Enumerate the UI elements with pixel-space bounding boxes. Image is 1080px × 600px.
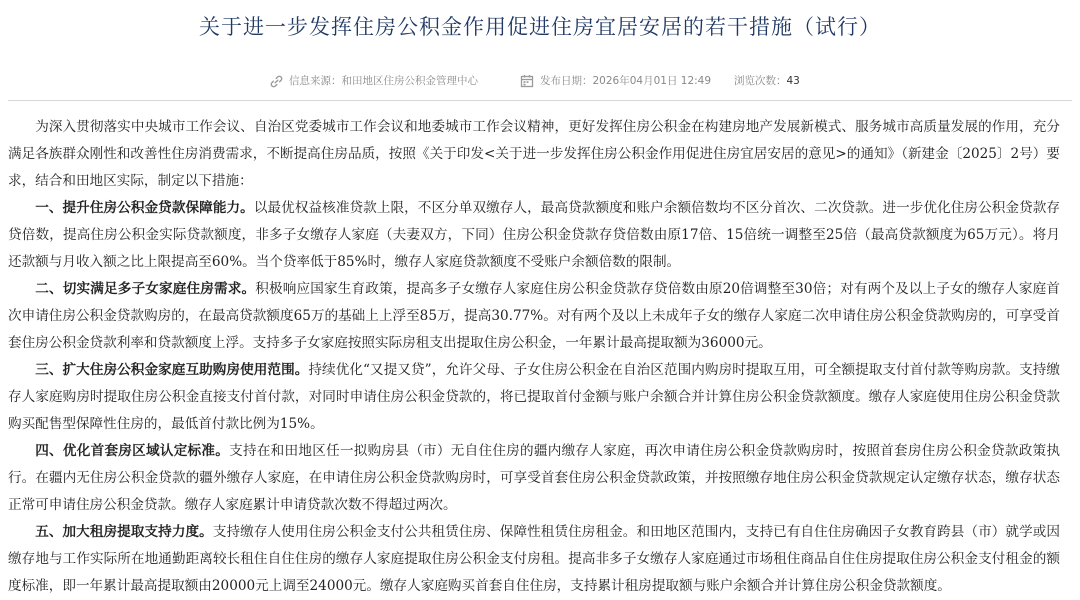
- section-heading: 二、切实满足多子女家庭住房需求。: [35, 281, 256, 297]
- section-paragraph: [8, 438, 1060, 519]
- page-title: 关于进一步发挥住房公积金作用促进住房宜居安居的若干措施（试行）: [199, 15, 881, 39]
- date-info: [520, 72, 711, 90]
- section-paragraph: [8, 519, 1060, 600]
- section-heading: 一、提升住房公积金贷款保障能力。: [35, 200, 254, 216]
- article-meta: [0, 72, 1080, 90]
- views-label: 浏览次数：: [734, 75, 787, 87]
- source-text: 信息来源：和田地区住房公积金管理中心: [289, 75, 478, 87]
- section-heading: 三、扩大住房公积金家庭互助购房使用范围。: [35, 362, 309, 378]
- section-heading: 五、加大租房提取支持力度。: [35, 524, 213, 540]
- calendar-icon: [520, 74, 534, 88]
- views-info: [734, 72, 800, 90]
- article-body: [8, 114, 1060, 600]
- section-body: 积极响应国家生育政策，提高多子女缴存人家庭住房公积金贷款存贷倍数由原20倍调整至30倍；对有两个及以上子女的缴存人家庭首次申请住房公积金贷款购房的，在最高贷款额度65万的基础上上浮至85万，提高30.77%。对有两个及以上未成年子女的缴存人家庭二次申请住房公积金贷款购房的，可享受首套住房公积金贷款利率和贷款额度上浮。支持多子女家庭按照实际房租支出提取住房公积金，一年累计最高提取额为36000元。: [8, 281, 1060, 351]
- section-paragraph: [8, 357, 1060, 438]
- section-heading: 四、优化首套房区域认定标准。: [35, 443, 230, 459]
- divider: [8, 100, 1072, 101]
- source-info: [270, 72, 478, 90]
- section-body: 支持在和田地区任一拟购房县（市）无自住住房的疆内缴存人家庭，再次申请住房公积金贷款购房时，按照首套房住房公积金贷款政策执行。在疆内无住房公积金贷款的疆外缴存人家庭，在申请住房公积金贷款购房时，可享受首套住房公积金贷款政策，并按照缴存地住房公积金贷款规定认定缴存状态，缴存状态正常可申请住房公积金贷款。缴存人家庭累计申请贷款次数不得超过两次。: [8, 443, 1061, 513]
- section-body: 支持缴存人使用住房公积金支付公共租赁住房、保障性租赁住房租金。和田地区范围内，支持已有自住住房确因子女教育跨县（市）就学或因缴存地与工作实际所在地通勤距离较长租住自住住房的缴存人家庭提取住房公积金支付房租。提高非多子女缴存人家庭通过市场租住商品自住住房提取住房公积金支付租金的额度标准，即一年累计最高提取额由20000元上调至24000元。缴存人家庭购买首套自住住房，支持累计租房提取额与账户余额合并计算住房公积金贷款额度。: [8, 524, 1061, 594]
- section-paragraph: [8, 195, 1060, 276]
- views-count: 43: [786, 75, 800, 87]
- section-body: 持续优化“又提又贷”，允许父母、子女住房公积金在自治区范围内购房时提取互用，可全额提取支付首付款等购房款。支持缴存人家庭购房时提取住房公积金直接支付首付款，对同时申请住房公积金贷款的，将已提取首付金额与账户余额合并计算住房公积金贷款额度。缴存人家庭使用住房公积金贷款购买配售型保障性住房的，最低首付款比例为15%。: [8, 362, 1060, 432]
- section-body: 以最优权益核准贷款上限，不区分单双缴存人，最高贷款额度和账户余额倍数均不区分首次、二次贷款。进一步优化住房公积金贷款存贷倍数，提高住房公积金实际贷款额度，非多子女缴存人家庭（夫妻双方，下同）住房公积金贷款存贷倍数由原17倍、15倍统一调整至25倍（最高贷款额度为65万元）。将月还款额与月收入额之比上限提高至60%。当个贷率低于85%时，缴存人家庭贷款额度不受账户余额倍数的限制。: [8, 200, 1060, 270]
- link-icon: [270, 75, 283, 88]
- date-text: 发布日期：2026年04月01日 12:49: [540, 75, 712, 87]
- intro-paragraph: 为深入贯彻落实中央城市工作会议、自治区党委城市工作会议和地委城市工作会议精神，更好发挥住房公积金在构建房地产发展新模式、服务城市高质量发展的作用，充分满足各族群众刚性和改善性住房消费需求，不断提高住房品质，按照《关于印发<关于进一步发挥住房公积金作用促进住房宜居安居的意见>的通知》（新建金〔2025〕2号）要求，结合和田地区实际，制定以下措施：: [8, 119, 1060, 189]
- section-paragraph: [8, 276, 1060, 357]
